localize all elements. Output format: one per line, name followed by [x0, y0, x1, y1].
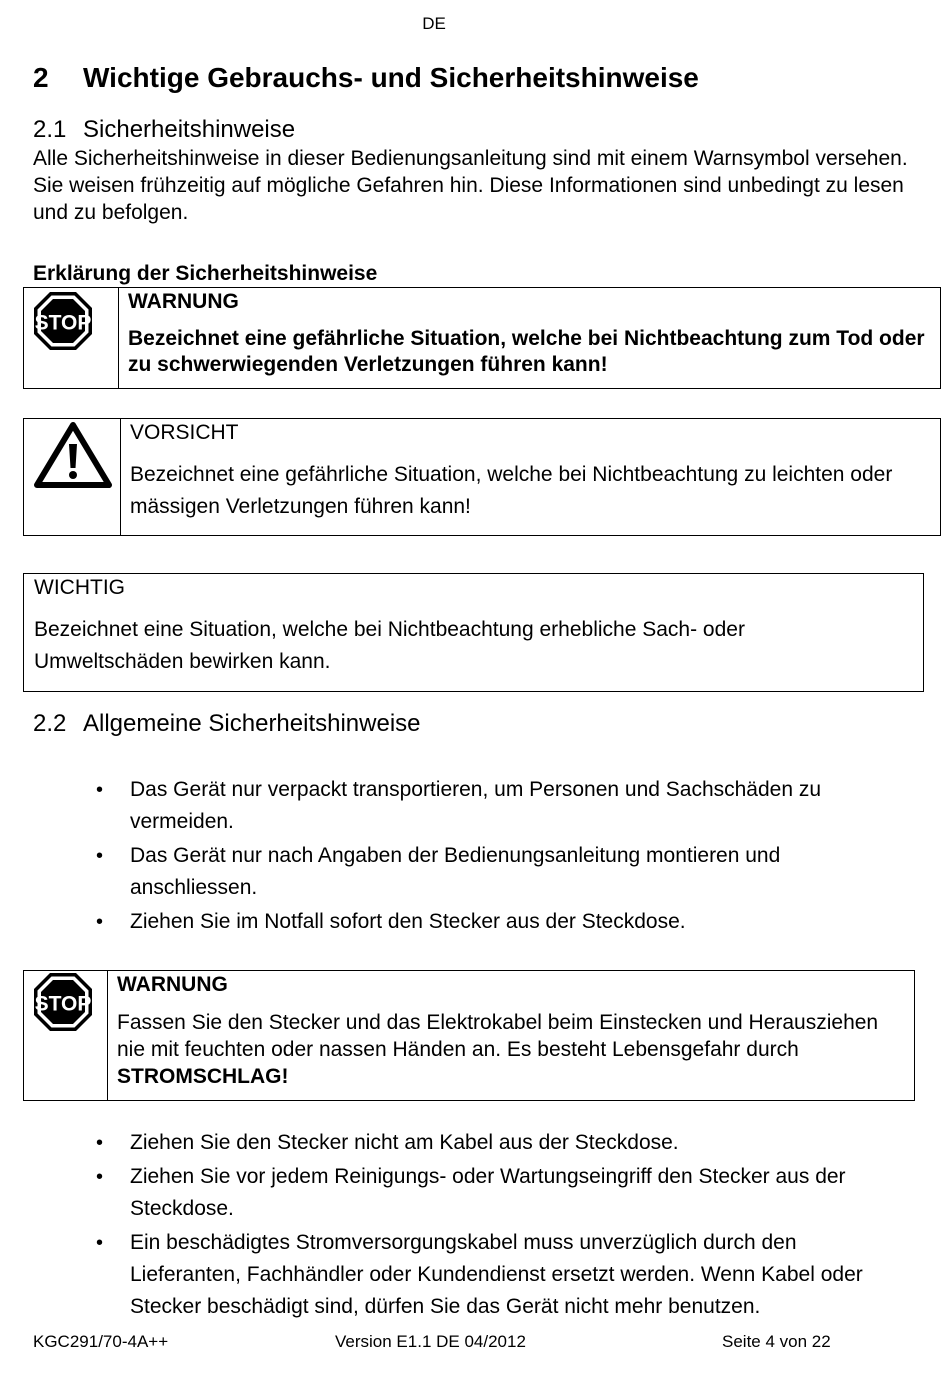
section-2-1-heading: [33, 116, 295, 144]
cable-safety-list: [96, 1127, 896, 1325]
section-2-2-number: 2.2: [33, 710, 67, 737]
footer-model: KGC291/70-4A++: [33, 1332, 169, 1351]
caution-icon-cell: [24, 419, 121, 535]
warning-text: Bezeichnet eine gefährliche Situation, welche bei Nichtbeachtung zum Tod oder zu schwerwiegenden Verletzungen führen kann!: [128, 327, 925, 376]
important-title: WICHTIG: [34, 576, 125, 599]
electric-warning-text: [117, 1009, 887, 1090]
section-2-number: 2: [33, 62, 49, 93]
general-safety-list: [96, 774, 896, 940]
list-item: • Ziehen Sie vor jedem Reinigungs- oder Wartungseingriff den Stecker aus der Steckdose.: [96, 1161, 896, 1225]
warning-notice-box: [23, 287, 941, 389]
section-2-heading: [33, 62, 699, 94]
warning-triangle-icon: [34, 422, 112, 488]
section-2-1-body: Alle Sicherheitshinweise in dieser Bedienungsanleitung sind mit einem Warnsymbol versehen. Sie weisen frühzeitig auf mögliche Gefahren hin. Diese Informationen sind unbedingt zu lesen und zu befolgen.: [33, 147, 908, 224]
caution-notice-box: [23, 418, 941, 536]
warning-icon-cell: [24, 288, 119, 388]
caution-title: VORSICHT: [130, 421, 239, 444]
electric-warning-emphasis: STROMSCHLAG!: [117, 1065, 289, 1088]
section-2-title: Wichtige Gebrauchs- und Sicherheitshinweise: [83, 62, 699, 93]
section-2-2-title: Allgemeine Sicherheitshinweise: [83, 710, 421, 737]
explanation-heading: Erklärung der Sicherheitshinweise: [33, 262, 378, 285]
electric-warning-title: WARNUNG: [117, 973, 228, 996]
list-item: • Das Gerät nur nach Angaben der Bedienungsanleitung montieren und anschliessen.: [96, 840, 896, 904]
stop-sign-label: STOP: [34, 311, 92, 335]
warning-title: WARNUNG: [128, 290, 239, 313]
electric-warning-icon-cell: [24, 971, 108, 1100]
electric-warning-body: Fassen Sie den Stecker und das Elektrokabel beim Einstecken und Herausziehen nie mit feuchten oder nassen Händen an. Es besteht Lebensgefahr durch: [117, 1011, 879, 1061]
stop-sign-label: STOP: [34, 992, 92, 1016]
list-item: • Ziehen Sie im Notfall sofort den Stecker aus der Steckdose.: [96, 906, 896, 938]
language-code: DE: [422, 14, 446, 33]
section-2-2-heading: [33, 710, 421, 738]
stop-sign-icon: [32, 290, 94, 352]
section-2-1-title: Sicherheitshinweise: [83, 116, 296, 143]
section-2-1-number: 2.1: [33, 116, 67, 143]
list-item: • Das Gerät nur verpackt transportieren, um Personen und Sachschäden zu vermeiden.: [96, 774, 896, 838]
footer-page-number: Seite 4 von 22: [722, 1332, 831, 1351]
important-text: Bezeichnet eine Situation, welche bei Nichtbeachtung erhebliche Sach- oder Umweltschäden bewirken kann.: [34, 618, 745, 673]
list-item: • Ein beschädigtes Stromversorgungskabel muss unverzüglich durch den Lieferanten, Fachhändler oder Kundendienst ersetzt werden. Wenn Kabel oder Stecker beschädigt sind, dürfen Sie das Gerät nicht mehr benutzen.: [96, 1227, 896, 1323]
electric-shock-warning-box: [23, 970, 915, 1101]
list-item: • Ziehen Sie den Stecker nicht am Kabel aus der Steckdose.: [96, 1127, 896, 1159]
caution-text: Bezeichnet eine gefährliche Situation, welche bei Nichtbeachtung zu leichten oder mässigen Verletzungen führen kann!: [130, 463, 893, 518]
stop-sign-icon: [32, 971, 94, 1033]
footer-version: Version E1.1 DE 04/2012: [335, 1332, 526, 1351]
important-notice-box: [23, 573, 924, 692]
